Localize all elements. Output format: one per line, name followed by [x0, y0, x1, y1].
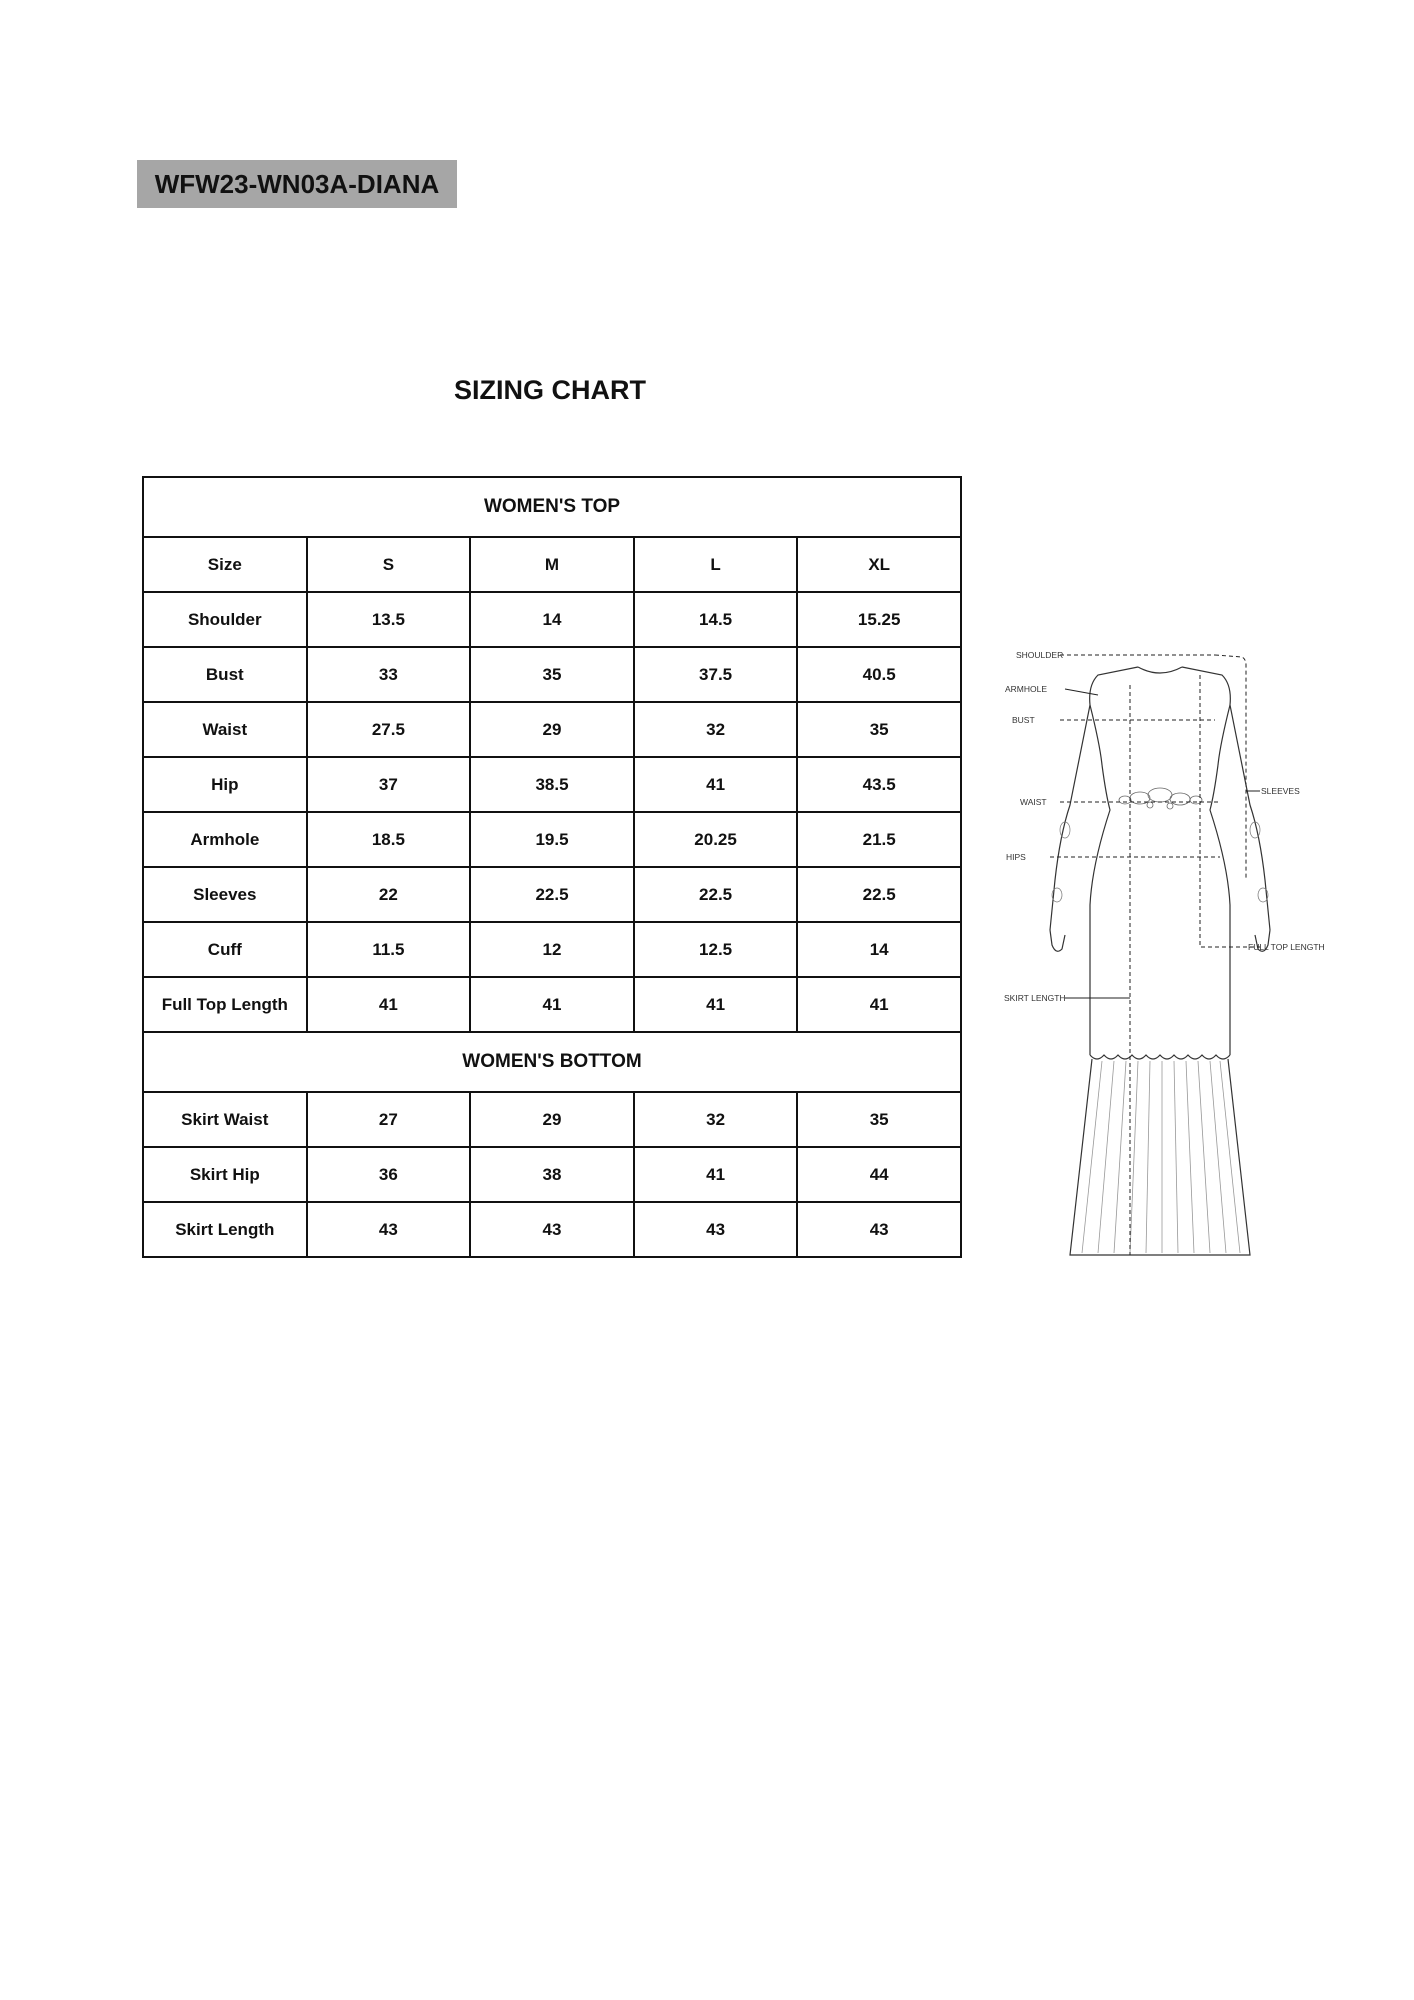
- top-section-heading: WOMEN'S TOP: [143, 477, 961, 537]
- table-cell: 43: [307, 1202, 471, 1257]
- table-cell: 12.5: [634, 922, 798, 977]
- table-cell: 41: [307, 977, 471, 1032]
- left-hand: [1050, 930, 1065, 951]
- row-label: Skirt Length: [143, 1202, 307, 1257]
- sleeve-line: [1215, 655, 1246, 880]
- table-cell: 11.5: [307, 922, 471, 977]
- table-cell: 40.5: [797, 647, 961, 702]
- table-cell: 29: [470, 1092, 634, 1147]
- table-cell: 14: [470, 592, 634, 647]
- header-cell: XL: [797, 537, 961, 592]
- dress-measurement-figure: [1004, 645, 1340, 1285]
- row-label: Armhole: [143, 812, 307, 867]
- header-cell: L: [634, 537, 798, 592]
- row-label: Waist: [143, 702, 307, 757]
- table-cell: 41: [634, 757, 798, 812]
- table-cell: 22: [307, 867, 471, 922]
- table-cell: 22.5: [797, 867, 961, 922]
- bottom-section-row: [143, 1032, 961, 1092]
- table-cell: 15.25: [797, 592, 961, 647]
- table-cell: 13.5: [307, 592, 471, 647]
- table-cell: 41: [634, 1147, 798, 1202]
- table-cell: 29: [470, 702, 634, 757]
- row-label: Bust: [143, 647, 307, 702]
- sizing-table: [142, 476, 962, 1258]
- table-cell: 14: [797, 922, 961, 977]
- table-cell: 43: [470, 1202, 634, 1257]
- left-armhole-seam: [1090, 705, 1102, 765]
- table-cell: 43: [634, 1202, 798, 1257]
- row-label: Skirt Waist: [143, 1092, 307, 1147]
- size-header-row: [143, 537, 961, 592]
- table-cell: 21.5: [797, 812, 961, 867]
- table-cell: 35: [797, 1092, 961, 1147]
- table-cell: 20.25: [634, 812, 798, 867]
- scalloped-hem: [1090, 1055, 1230, 1059]
- left-arm-outline: [1050, 667, 1138, 930]
- table-row: [143, 647, 961, 702]
- skirt-pleats: [1082, 1061, 1240, 1253]
- bust-label: BUST: [1012, 715, 1035, 725]
- right-body-outline: [1210, 765, 1230, 1055]
- table-row: [143, 1147, 961, 1202]
- skirt-length-label: SKIRT LENGTH: [1004, 993, 1066, 1003]
- dress-illustration: [1004, 645, 1340, 1285]
- table-cell: 41: [634, 977, 798, 1032]
- table-row: [143, 1202, 961, 1257]
- sleeve-lace: [1052, 822, 1268, 902]
- table-cell: 18.5: [307, 812, 471, 867]
- neckline-shape: [1138, 667, 1182, 673]
- product-code-badge: WFW23-WN03A-DIANA: [137, 160, 457, 208]
- table-cell: 43.5: [797, 757, 961, 812]
- waist-lace: [1119, 788, 1202, 809]
- table-cell: 41: [470, 977, 634, 1032]
- page-title: SIZING CHART: [454, 375, 646, 405]
- table-cell: 27: [307, 1092, 471, 1147]
- table-row: [143, 977, 961, 1032]
- row-label: Shoulder: [143, 592, 307, 647]
- table-cell: 38: [470, 1147, 634, 1202]
- table-row: [143, 757, 961, 812]
- bottom-section-heading: WOMEN'S BOTTOM: [143, 1032, 961, 1092]
- table-cell: 35: [797, 702, 961, 757]
- table-row: [143, 1092, 961, 1147]
- table-cell: 12: [470, 922, 634, 977]
- table-cell: 22.5: [634, 867, 798, 922]
- table-row: [143, 812, 961, 867]
- shoulder-label: SHOULDER: [1016, 650, 1064, 660]
- header-cell: M: [470, 537, 634, 592]
- table-cell: 37: [307, 757, 471, 812]
- row-label: Cuff: [143, 922, 307, 977]
- table-row: [143, 702, 961, 757]
- table-cell: 43: [797, 1202, 961, 1257]
- table-row: [143, 922, 961, 977]
- top-section-row: [143, 477, 961, 537]
- waist-label: WAIST: [1020, 797, 1047, 807]
- row-label: Full Top Length: [143, 977, 307, 1032]
- table-cell: 38.5: [470, 757, 634, 812]
- table-cell: 41: [797, 977, 961, 1032]
- row-label: Hip: [143, 757, 307, 812]
- row-label: Skirt Hip: [143, 1147, 307, 1202]
- hips-label: HIPS: [1006, 852, 1026, 862]
- table-cell: 27.5: [307, 702, 471, 757]
- table-cell: 32: [634, 702, 798, 757]
- table-cell: 22.5: [470, 867, 634, 922]
- label-leaders: [1065, 689, 1260, 998]
- sizing-table-body: [143, 477, 961, 1257]
- sleeves-label: SLEEVES: [1261, 786, 1300, 796]
- right-arm-outline: [1182, 667, 1270, 930]
- table-cell: 14.5: [634, 592, 798, 647]
- table-row: [143, 592, 961, 647]
- row-label: Sleeves: [143, 867, 307, 922]
- right-armhole-seam: [1218, 705, 1230, 765]
- table-row: [143, 867, 961, 922]
- full-top-length-label: FULL TOP LENGTH: [1248, 942, 1325, 952]
- table-cell: 35: [470, 647, 634, 702]
- header-cell: Size: [143, 537, 307, 592]
- table-cell: 33: [307, 647, 471, 702]
- header-cell: S: [307, 537, 471, 592]
- left-body-outline: [1090, 765, 1110, 1055]
- table-cell: 32: [634, 1092, 798, 1147]
- armhole-label: ARMHOLE: [1005, 684, 1048, 694]
- table-cell: 37.5: [634, 647, 798, 702]
- table-cell: 36: [307, 1147, 471, 1202]
- table-cell: 44: [797, 1147, 961, 1202]
- table-cell: 19.5: [470, 812, 634, 867]
